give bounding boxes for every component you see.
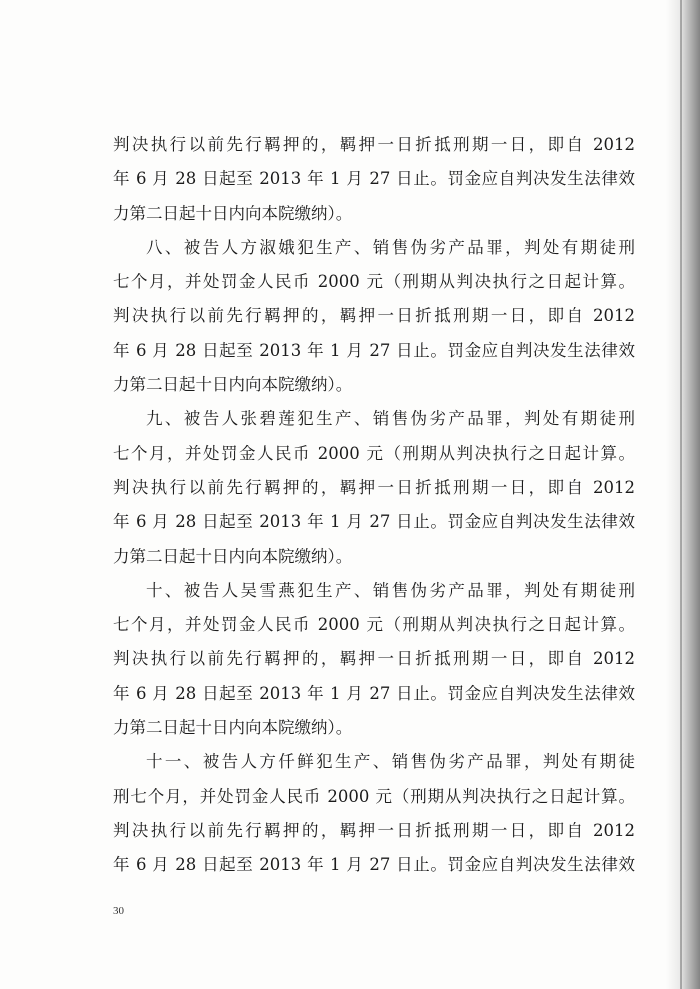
text-line: 判决执行以前先行羁押的，羁押一日折抵刑期一日，即自 2012 xyxy=(113,477,635,497)
judgment-body-text xyxy=(113,128,635,883)
text-line: 力第二日起十日内向本院缴纳）。 xyxy=(113,546,353,566)
text-line: 刑七个月，并处罚金人民币 2000 元（刑期从判决执行之日起计算。 xyxy=(113,786,635,806)
text-line: 十一、被告人方仟鲜犯生产、销售伪劣产品罪，判处有期徒 xyxy=(146,752,635,772)
text-line: 力第二日起十日内向本院缴纳）。 xyxy=(113,375,353,395)
text-line: 年 6 月 28 日起至 2013 年 1 月 27 日止。罚金应自判决发生法律效 xyxy=(113,512,635,532)
text-line: 七个月，并处罚金人民币 2000 元（刑期从判决执行之日起计算。 xyxy=(113,615,635,635)
text-line: 年 6 月 28 日起至 2013 年 1 月 27 日止。罚金应自判决发生法律效 xyxy=(113,683,635,703)
text-line: 力第二日起十日内向本院缴纳）。 xyxy=(113,203,353,223)
text-line: 力第二日起十日内向本院缴纳）。 xyxy=(113,718,353,738)
text-line: 判决执行以前先行羁押的，羁押一日折抵刑期一日，即自 2012 xyxy=(113,820,635,840)
binding-edge-line xyxy=(680,0,682,989)
page-edge-shadow xyxy=(666,0,700,989)
page-number: 30 xyxy=(113,905,124,917)
text-line: 七个月，并处罚金人民币 2000 元（刑期从判决执行之日起计算。 xyxy=(113,443,635,463)
text-line: 年 6 月 28 日起至 2013 年 1 月 27 日止。罚金应自判决发生法律效 xyxy=(113,855,635,875)
text-line: 判决执行以前先行羁押的，羁押一日折抵刑期一日，即自 2012 xyxy=(113,649,635,669)
text-line: 八、被告人方淑娥犯生产、销售伪劣产品罪，判处有期徒刑 xyxy=(146,237,635,257)
text-line: 九、被告人张碧莲犯生产、销售伪劣产品罪，判处有期徒刑 xyxy=(146,409,635,429)
text-line: 年 6 月 28 日起至 2013 年 1 月 27 日止。罚金应自判决发生法律效 xyxy=(113,340,635,360)
text-line: 七个月，并处罚金人民币 2000 元（刑期从判决执行之日起计算。 xyxy=(113,272,635,292)
text-line: 年 6 月 28 日起至 2013 年 1 月 27 日止。罚金应自判决发生法律效 xyxy=(113,169,635,189)
text-line: 十、被告人吴雪燕犯生产、销售伪劣产品罪，判处有期徒刑 xyxy=(146,580,635,600)
text-line: 判决执行以前先行羁押的，羁押一日折抵刑期一日，即自 2012 xyxy=(113,306,635,326)
text-line: 判决执行以前先行羁押的，羁押一日折抵刑期一日，即自 2012 xyxy=(113,135,635,154)
